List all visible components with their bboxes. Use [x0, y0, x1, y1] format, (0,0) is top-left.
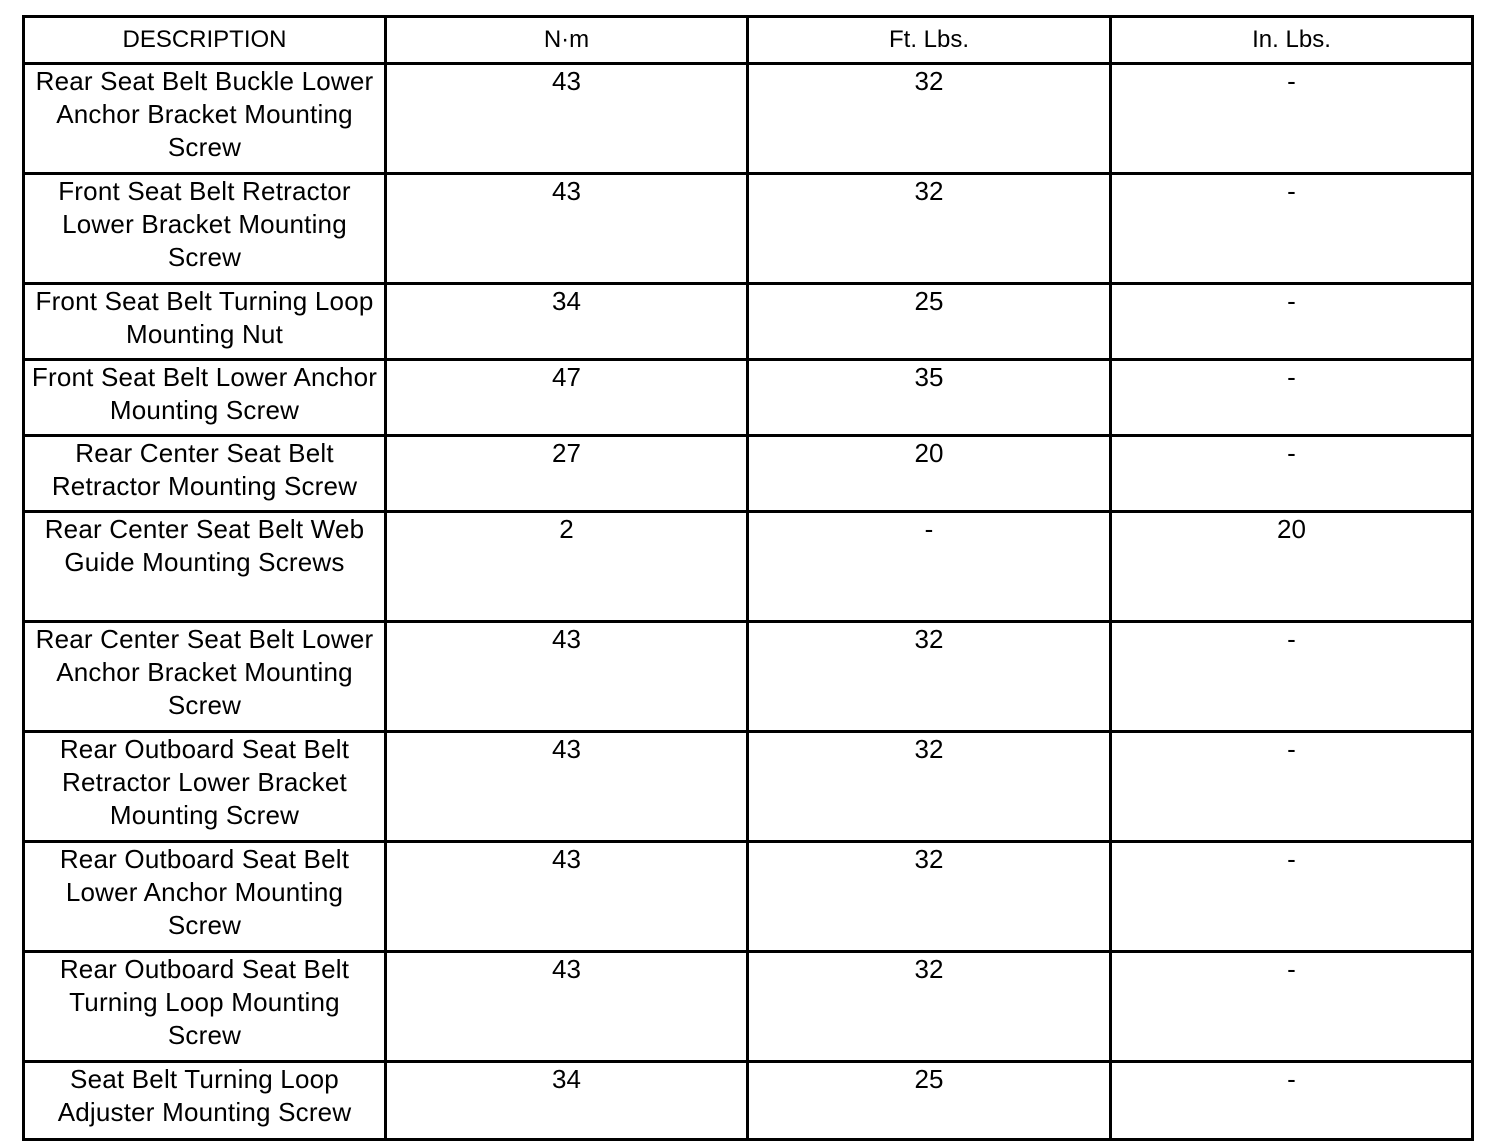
table-row [24, 174, 1473, 284]
description-cell: Front Seat Belt Turning Loop Mounting Nut [24, 284, 386, 360]
table-row [24, 1062, 1473, 1140]
ft-lbs-cell: 32 [748, 174, 1111, 284]
torque-spec-table [22, 15, 1474, 1141]
nm-cell: 34 [386, 284, 748, 360]
table-row [24, 436, 1473, 512]
description-cell: Front Seat Belt Retractor Lower Bracket Mounting Screw [24, 174, 386, 284]
table-row [24, 622, 1473, 732]
ft-lbs-cell: 32 [748, 952, 1111, 1062]
nm-cell: 34 [386, 1062, 748, 1140]
table-header-row [24, 17, 1473, 64]
description-cell: Seat Belt Turning Loop Adjuster Mounting Screw [24, 1062, 386, 1140]
description-cell: Rear Outboard Seat Belt Turning Loop Mounting Screw [24, 952, 386, 1062]
nm-cell: 43 [386, 622, 748, 732]
ft-lbs-cell: 35 [748, 360, 1111, 436]
description-cell: Rear Center Seat Belt Web Guide Mounting Screws [24, 512, 386, 622]
table-row [24, 284, 1473, 360]
description-cell: Rear Center Seat Belt Lower Anchor Bracket Mounting Screw [24, 622, 386, 732]
in-lbs-cell: - [1111, 952, 1473, 1062]
nm-cell: 47 [386, 360, 748, 436]
nm-cell: 43 [386, 732, 748, 842]
in-lbs-cell: - [1111, 1062, 1473, 1140]
table-row [24, 732, 1473, 842]
in-lbs-cell: - [1111, 622, 1473, 732]
in-lbs-cell: - [1111, 174, 1473, 284]
nm-cell: 27 [386, 436, 748, 512]
table-row [24, 64, 1473, 174]
description-cell: Rear Center Seat Belt Retractor Mounting Screw [24, 436, 386, 512]
ft-lbs-cell: 32 [748, 732, 1111, 842]
table-row [24, 842, 1473, 952]
in-lbs-cell: - [1111, 284, 1473, 360]
in-lbs-cell: - [1111, 64, 1473, 174]
header-description: DESCRIPTION [24, 17, 386, 64]
header-nm: N·m [386, 17, 748, 64]
in-lbs-cell: - [1111, 436, 1473, 512]
table-row [24, 512, 1473, 622]
in-lbs-cell: 20 [1111, 512, 1473, 622]
header-in-lbs: In. Lbs. [1111, 17, 1473, 64]
in-lbs-cell: - [1111, 842, 1473, 952]
ft-lbs-cell: 32 [748, 622, 1111, 732]
ft-lbs-cell: - [748, 512, 1111, 622]
nm-cell: 2 [386, 512, 748, 622]
description-cell: Rear Outboard Seat Belt Lower Anchor Mounting Screw [24, 842, 386, 952]
ft-lbs-cell: 25 [748, 1062, 1111, 1140]
nm-cell: 43 [386, 174, 748, 284]
ft-lbs-cell: 25 [748, 284, 1111, 360]
description-cell: Front Seat Belt Lower Anchor Mounting Screw [24, 360, 386, 436]
nm-cell: 43 [386, 952, 748, 1062]
ft-lbs-cell: 20 [748, 436, 1111, 512]
ft-lbs-cell: 32 [748, 842, 1111, 952]
description-cell: Rear Seat Belt Buckle Lower Anchor Bracket Mounting Screw [24, 64, 386, 174]
in-lbs-cell: - [1111, 360, 1473, 436]
table-row [24, 360, 1473, 436]
ft-lbs-cell: 32 [748, 64, 1111, 174]
header-ft-lbs: Ft. Lbs. [748, 17, 1111, 64]
description-cell: Rear Outboard Seat Belt Retractor Lower Bracket Mounting Screw [24, 732, 386, 842]
table-row [24, 952, 1473, 1062]
in-lbs-cell: - [1111, 732, 1473, 842]
nm-cell: 43 [386, 842, 748, 952]
nm-cell: 43 [386, 64, 748, 174]
